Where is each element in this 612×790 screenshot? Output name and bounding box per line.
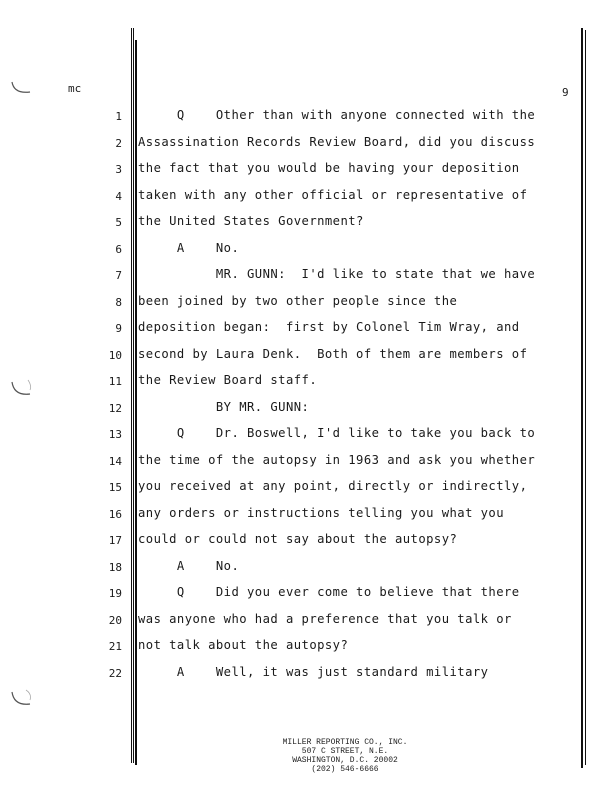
line-number: 2 [115, 136, 122, 150]
footer-city: WASHINGTON, D.C. 20002 [292, 756, 398, 765]
line-number: 6 [115, 242, 122, 256]
footer-company: MILLER REPORTING CO., INC. [282, 738, 408, 747]
line-text: Assassination Records Review Board, did you discuss [138, 134, 536, 149]
transcript-line [0, 640, 612, 666]
line-number: 20 [108, 613, 122, 627]
line-number: 3 [115, 163, 122, 176]
line-text: the Review Board staff. [138, 373, 318, 387]
line-text: A Well, it was just standard military [138, 664, 489, 679]
line-number: 16 [108, 507, 122, 521]
line-text: deposition began: first by Colonel Tim Wray, and [138, 320, 520, 334]
line-number: 11 [108, 375, 122, 388]
footer-street: 507 C STREET, N.E. [301, 747, 389, 756]
transcript-line [0, 558, 612, 587]
transcript-line [0, 375, 612, 401]
transcript-line [0, 134, 612, 163]
footer-phone: (202) 546-6666 [311, 765, 379, 774]
transcript-line [0, 269, 612, 295]
line-number: 21 [108, 640, 122, 653]
line-number: 14 [108, 454, 122, 468]
line-text: A No. [138, 558, 240, 573]
transcript-line [0, 163, 612, 189]
line-text: Q Dr. Boswell, I'd like to take you back to [138, 426, 536, 440]
line-text: been joined by two other people since the [138, 293, 458, 308]
line-number: 15 [108, 481, 122, 494]
line-number: 1 [115, 110, 122, 123]
line-text: BY MR. GUNN: [138, 399, 310, 414]
line-number: 7 [115, 269, 122, 282]
line-number: 12 [108, 401, 122, 415]
transcript-line [0, 346, 612, 375]
transcript-line [0, 187, 612, 216]
line-number: 17 [108, 534, 122, 547]
line-text: second by Laura Denk. Both of them are members of [138, 346, 528, 361]
line-text: you received at any point, directly or indirectly, [138, 479, 528, 493]
transcript-line [0, 534, 612, 560]
transcript-line [0, 611, 612, 640]
transcript-line [0, 399, 612, 428]
transcript-line [0, 452, 612, 481]
line-text: the fact that you would be having your deposition [138, 161, 520, 175]
line-number: 18 [108, 560, 122, 574]
line-number: 4 [115, 189, 122, 203]
line-text: any orders or instructions telling you what you [138, 505, 505, 520]
line-text: taken with any other official or representative of [138, 187, 528, 202]
line-text: was anyone who had a preference that you talk or [138, 611, 512, 626]
transcript-line [0, 110, 612, 136]
punch-hole-mark [10, 78, 32, 100]
transcript-line [0, 481, 612, 507]
line-text: Q Other than with anyone connected with the [138, 108, 536, 122]
page-number: 9 [562, 86, 569, 99]
line-text: the time of the autopsy in 1963 and ask you whether [138, 452, 536, 467]
line-text: MR. GUNN: I'd like to state that we have [138, 267, 536, 281]
line-text: Q Did you ever come to believe that there [138, 585, 520, 599]
reporter-footer [250, 738, 440, 774]
transcript-line [0, 216, 612, 242]
transcript-line [0, 322, 612, 348]
line-number: 19 [108, 587, 122, 600]
line-text: the United States Government? [138, 214, 364, 228]
line-number: 10 [108, 348, 122, 362]
transcript-line [0, 428, 612, 454]
line-number: 22 [108, 666, 122, 680]
line-text: A No. [138, 240, 240, 255]
transcript-line [0, 293, 612, 322]
transcript-line [0, 505, 612, 534]
reporter-initials: mc [68, 82, 82, 95]
line-number: 9 [115, 322, 122, 335]
line-text: could or could not say about the autopsy? [138, 532, 458, 546]
line-number: 5 [115, 216, 122, 229]
line-number: 13 [108, 428, 122, 441]
transcript-line [0, 664, 612, 693]
line-number: 8 [115, 295, 122, 309]
transcript-line [0, 587, 612, 613]
transcript-line [0, 240, 612, 269]
line-text: not talk about the autopsy? [138, 638, 349, 652]
